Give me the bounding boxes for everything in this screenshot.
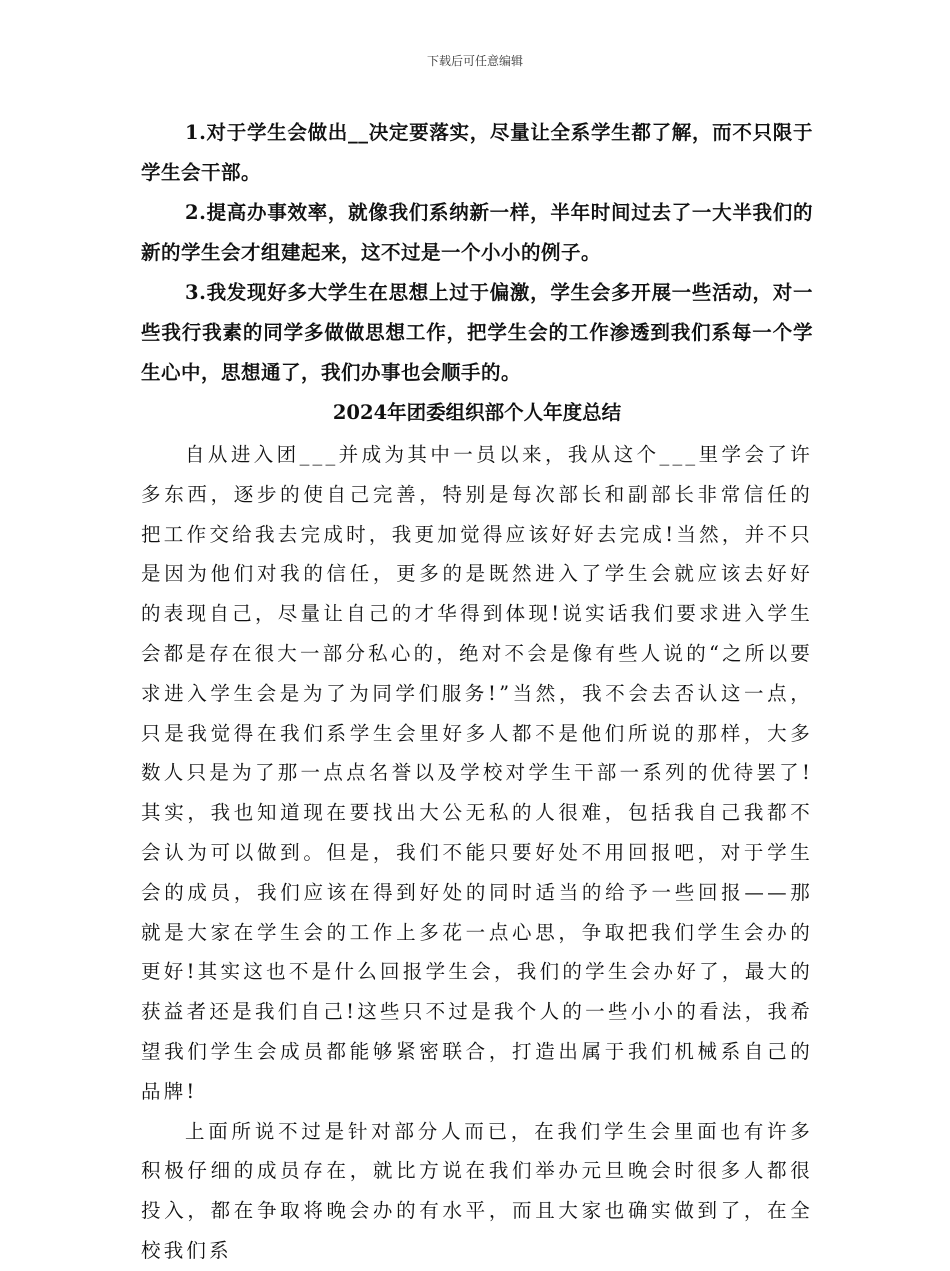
body-paragraph-2: 上面所说不过是针对部分人而已，在我们学生会里面也有许多积极仔细的成员存在，就比方说在我们举办元旦晚会时很多人都很投入，都在争取将晚会办的有水平，而且大家也确实做到了，在全校我们系 (141, 1119, 813, 1262)
suggestion-item-3: 3.我发现好多大学生在思想上过于偏激，学生会多开展一些活动，对一些我行我素的同学多做做思想工作，把学生会的工作渗透到我们系每一个学生心中，思想通了，我们办事也会顺手的。 (141, 281, 813, 384)
page-header: 下载后可任意编辑 (426, 54, 523, 68)
suggestion-item-1: 1.对于学生会做出__决定要落实，尽量让全系学生都了解，而不只限于学生会干部。 (141, 121, 813, 184)
body-paragraph-1: 自从进入团___并成为其中一员以来，我从这个___里学会了许多东西，逐步的使自己完善，特别是每次部长和副部长非常信任的把工作交给我去完成时，我更加觉得应该好好去完成!当然，并不只是因为他们对我的信任，更多的是既然进入了学生会就应该去好好的表现自己，尽量让自己的才华得到体现!说实话我们要求进入学生会都是存在很大一部分私心的，绝对不会是像有些人说的“之所以要求进入学生会是为了为同学们服务!”当然，我不会去否认这一点，只是我觉得在我们系学生会里好多人都不是他们所说的那样，大多数人只是为了那一点点名誉以及学校对学生干部一系列的优待罢了!其实，我也知道现在要找出大公无私的人很难，包括我自己我都不会认为可以做到。但是，我们不能只要好处不用回报吧，对于学生会的成员，我们应该在得到好处的同时适当的给予一些回报——那就是大家在学生会的工作上多花一点心思，争取把我们学生会办的更好!其实这也不是什么回报学生会，我们的学生会办好了，最大的获益者还是我们自己!这些只不过是我个人的一些小小的看法，我希望我们学生会成员都能够紧密联合，打造出属于我们机械系自己的品牌! (141, 443, 813, 1103)
suggestion-item-2: 2.提高办事效率，就像我们系纳新一样，半年时间过去了一大半我们的新的学生会才组建起来，这不过是一个小小的例子。 (141, 201, 813, 264)
section-title: 2024年团委组织部个人年度总结 (332, 401, 622, 424)
document-body (141, 113, 813, 1271)
